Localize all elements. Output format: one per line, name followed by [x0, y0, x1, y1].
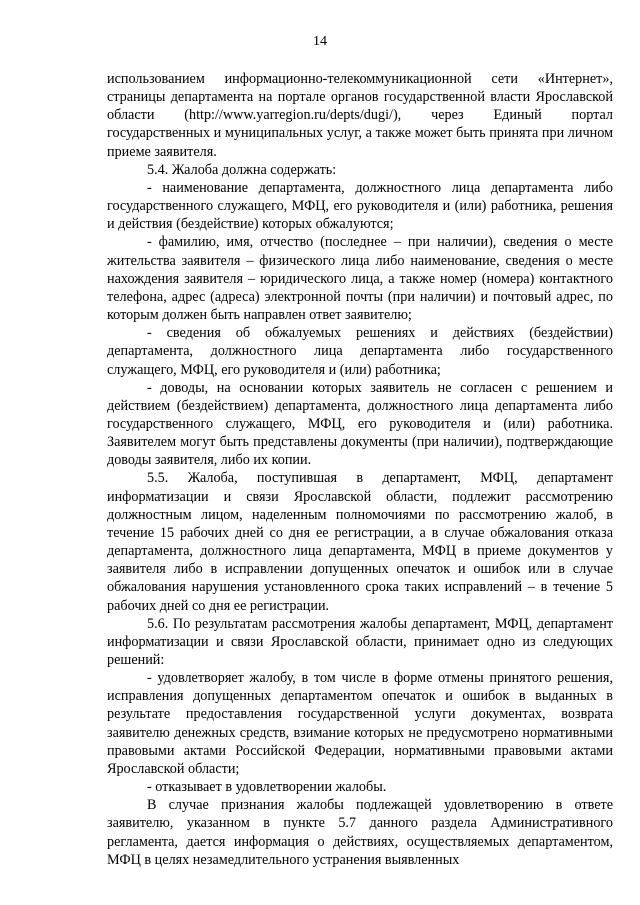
paragraph: В случае признания жалобы подлежащей удовлетворению в ответе заявителю, указанном в пункте 5.7 данного раздела Административного регламента, дается информация о действиях, осуществляемых департаментом, МФЦ в целях незамедлительного устранения выявленных [107, 797, 613, 868]
document-body [107, 70, 613, 869]
paragraph: - наименование департамента, должностного лица департамента либо государственного служащего, МФЦ, его руководителя и (или) работника, решения и действия (бездействие) которых обжалуются; [107, 179, 613, 233]
paragraph: - удовлетворяет жалобу, в том числе в форме отмены принятого решения, исправления допущенных департаментом опечаток и ошибок в выданных в результате предоставления государственной услуги документах, возврата заявителю денежных средств, взимание которых не предусмотрено нормативными правовыми актами Российской Федерации, нормативными правовыми актами Ярославской области; [107, 670, 613, 777]
paragraph: - сведения об обжалуемых решениях и действиях (бездействии) департамента, должностного лица департамента либо государственного служащего, МФЦ, его руководителя и (или) работника; [107, 325, 613, 378]
paragraph: использованием информационно-телекоммуникационной сети «Интернет», страницы департамента на портале органов государственной власти Ярославской области (http://www.yarregion.ru/depts/dugi/), через Единый портал государственных и муниципальных услуг, а также может быть принята при личном приеме заявителя. [107, 71, 613, 160]
paragraph: - доводы, на основании которых заявитель не согласен с решением и действием (бездействием) департамента, должностного лица департамента либо государственного служащего, МФЦ, его руководителя и (или) работника. Заявителем могут быть представлены документы (при наличии), подтверждающие доводы заявителя, либо их копии. [107, 379, 613, 469]
paragraph: - отказывает в удовлетворении жалобы. [147, 779, 387, 796]
paragraph: 5.4. Жалоба должна содержать: [147, 161, 337, 178]
paragraph: 5.5. Жалоба, поступившая в департамент, МФЦ, департамент информатизации и связи Ярославской области, подлежит рассмотрению должностным лицом, наделенным полномочиями по рассмотрению жалоб, в течение 15 рабочих дней со дня ее регистрации, а в случае обжалования отказа департамента, должностного лица департамента, МФЦ в приеме документов у заявителя либо в исправлении допущенных опечаток и ошибок или в случае обжалования нарушения установленного срока таких исправлений – в течение 5 рабочих дней со дня ее регистрации. [107, 470, 613, 614]
paragraph: 5.6. По результатам рассмотрения жалобы департамент, МФЦ, департамент информатизации и связи Ярославской области, принимает одно из следующих решений: [107, 615, 613, 668]
page-number: 14 [313, 34, 327, 49]
paragraph: - фамилию, имя, отчество (последнее – при наличии), сведения о месте жительства заявителя – физического лица либо наименование, сведения о месте нахождения заявителя – юридического лица, а также номер (номера) контактного телефона, адрес (адреса) электронной почты (при наличии) и почтовый адрес, по которым должен быть направлен ответ заявителю; [107, 234, 613, 324]
